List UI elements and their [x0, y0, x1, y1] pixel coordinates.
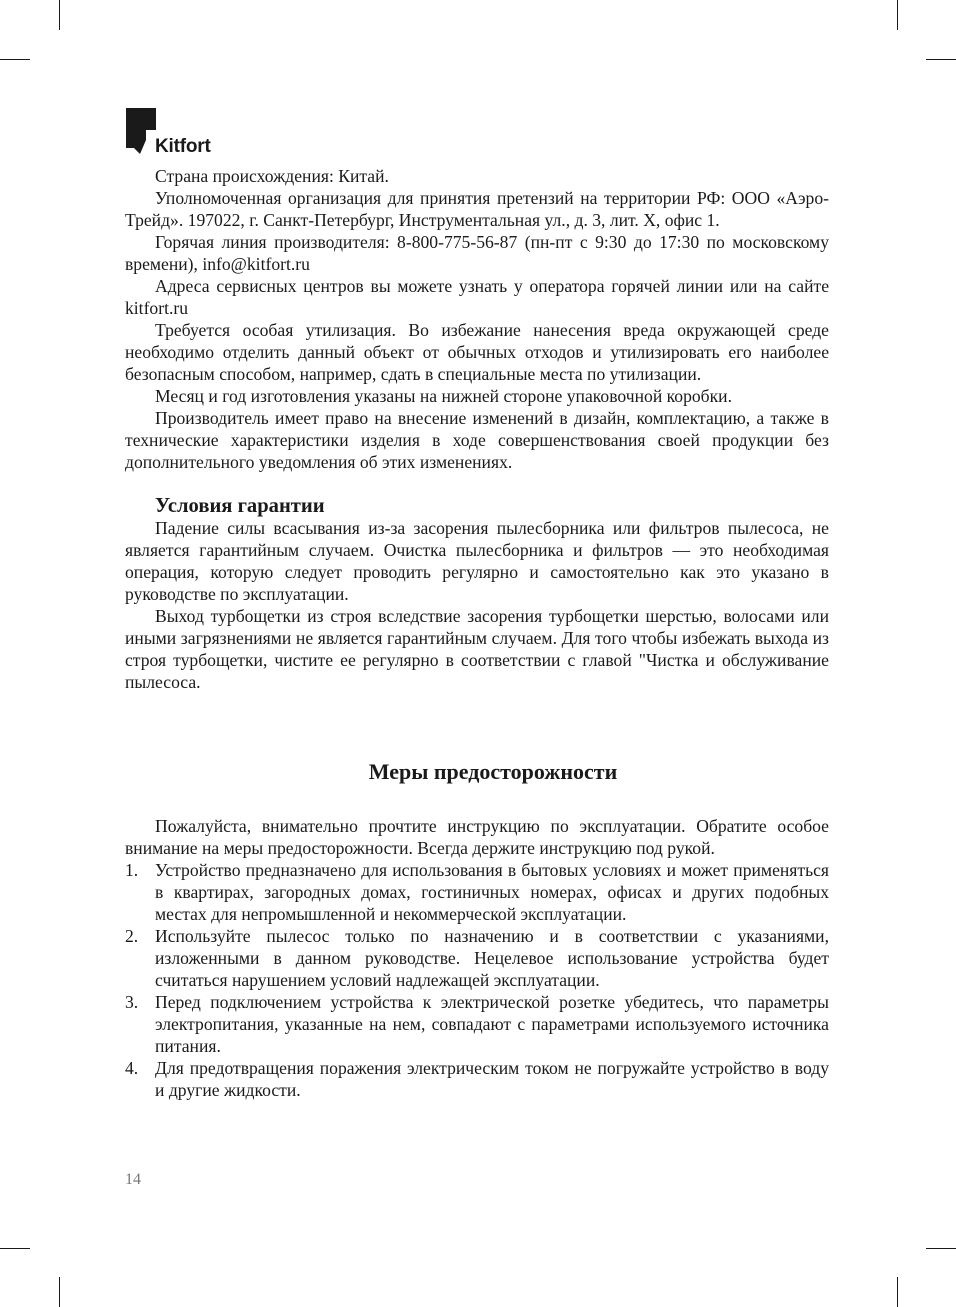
list-item-number: 3. — [125, 992, 139, 1012]
paragraph: Выход турбощетки из строя вследствие засорения турбощетки шерстью, волосами или иными загрязнениями не является гарантийным случаем. Для того чтобы избежать выхода из строя турбощетки, чистите ее регулярно в соответствии с главой "Чистка и обслуживание пылесоса. — [125, 606, 829, 692]
paragraph: Требуется особая утилизация. Во избежание нанесения вреда окружающей среде необходимо отделить данный объект от обычных отходов и утилизировать его наиболее безопасным способом, например, сдать в специальные места по утилизации. — [125, 320, 829, 384]
list-item — [125, 991, 829, 1057]
list-item-text: Используйте пылесос только по назначению и в соответствии с указаниями, изложенными в данном руководстве. Нецелевое использование устройства будет считаться нарушением условий надлежащей эксплуатации. — [155, 926, 829, 990]
paragraph: Производитель имеет право на внесение изменений в дизайн, комплектацию, а также в технические характеристики изделия в ходе совершенствования своей продукции без дополнительного уведомления об этих изменениях. — [125, 408, 829, 472]
list-item — [125, 1057, 829, 1101]
crop-mark — [926, 59, 956, 60]
precautions-list — [125, 859, 829, 1101]
list-item-number: 2. — [125, 926, 139, 946]
crop-mark — [59, 0, 60, 30]
page-number: 14 — [125, 1171, 141, 1188]
paragraph: Месяц и год изготовления указаны на нижней стороне упаковочной коробки. — [155, 386, 732, 406]
paragraph: Уполномоченная организация для принятия претензий на территории РФ: ООО «Аэро-Трейд». 197022, г. Санкт-Петербург, Инструментальная ул., д. 3, лит. Х, офис 1. — [125, 188, 829, 230]
paragraph: Горячая линия производителя: 8-800-775-56-87 (пн-пт с 9:30 до 17:30 по московскому времени), info@kitfort.ru — [125, 232, 829, 274]
warranty-heading: Условия гарантии — [155, 495, 325, 517]
crop-mark — [0, 59, 30, 60]
section-title: Меры предосторожности — [368, 759, 618, 784]
list-item-text: Перед подключением устройства к электрической розетке убедитесь, что параметры электропитания, указанные на нем, совпадают с параметрами используемого источника питания. — [155, 992, 829, 1056]
crop-mark — [0, 1248, 30, 1249]
list-item — [125, 859, 829, 925]
list-item-number: 1. — [125, 860, 139, 880]
paragraph: Страна происхождения: Китай. — [155, 166, 389, 186]
list-item-text: Для предотвращения поражения электрическим током не погружайте устройство в воду и другие жидкости. — [155, 1058, 829, 1100]
crop-mark — [897, 1277, 898, 1307]
list-item — [125, 925, 829, 991]
paragraph: Пожалуйста, внимательно прочтите инструкцию по эксплуатации. Обратите особое внимание на меры предосторожности. Всегда держите инструкцию под рукой. — [125, 816, 829, 858]
paragraph: Падение силы всасывания из-за засорения пылесборника или фильтров пылесоса, не является гарантийным случаем. Очистка пылесборника и фильтров — это необходимая операция, которую следует проводить регулярно и самостоятельно как это указано в руководстве по эксплуатации. — [125, 518, 829, 604]
crop-mark — [926, 1248, 956, 1249]
list-item-number: 4. — [125, 1058, 139, 1078]
list-item-text: Устройство предназначено для использования в бытовых условиях и может применяться в квартирах, загородных домах, гостиничных номерах, офисах и других подобных местах для непромышленной и некоммерческой эксплуатации. — [155, 860, 829, 924]
page-content — [125, 165, 829, 1101]
crop-mark — [59, 1277, 60, 1307]
brand-name: Kitfort — [155, 136, 211, 157]
crop-mark — [897, 0, 898, 30]
paragraph: Адреса сервисных центров вы можете узнать у оператора горячей линии или на сайте kitfort.ru — [125, 276, 829, 318]
